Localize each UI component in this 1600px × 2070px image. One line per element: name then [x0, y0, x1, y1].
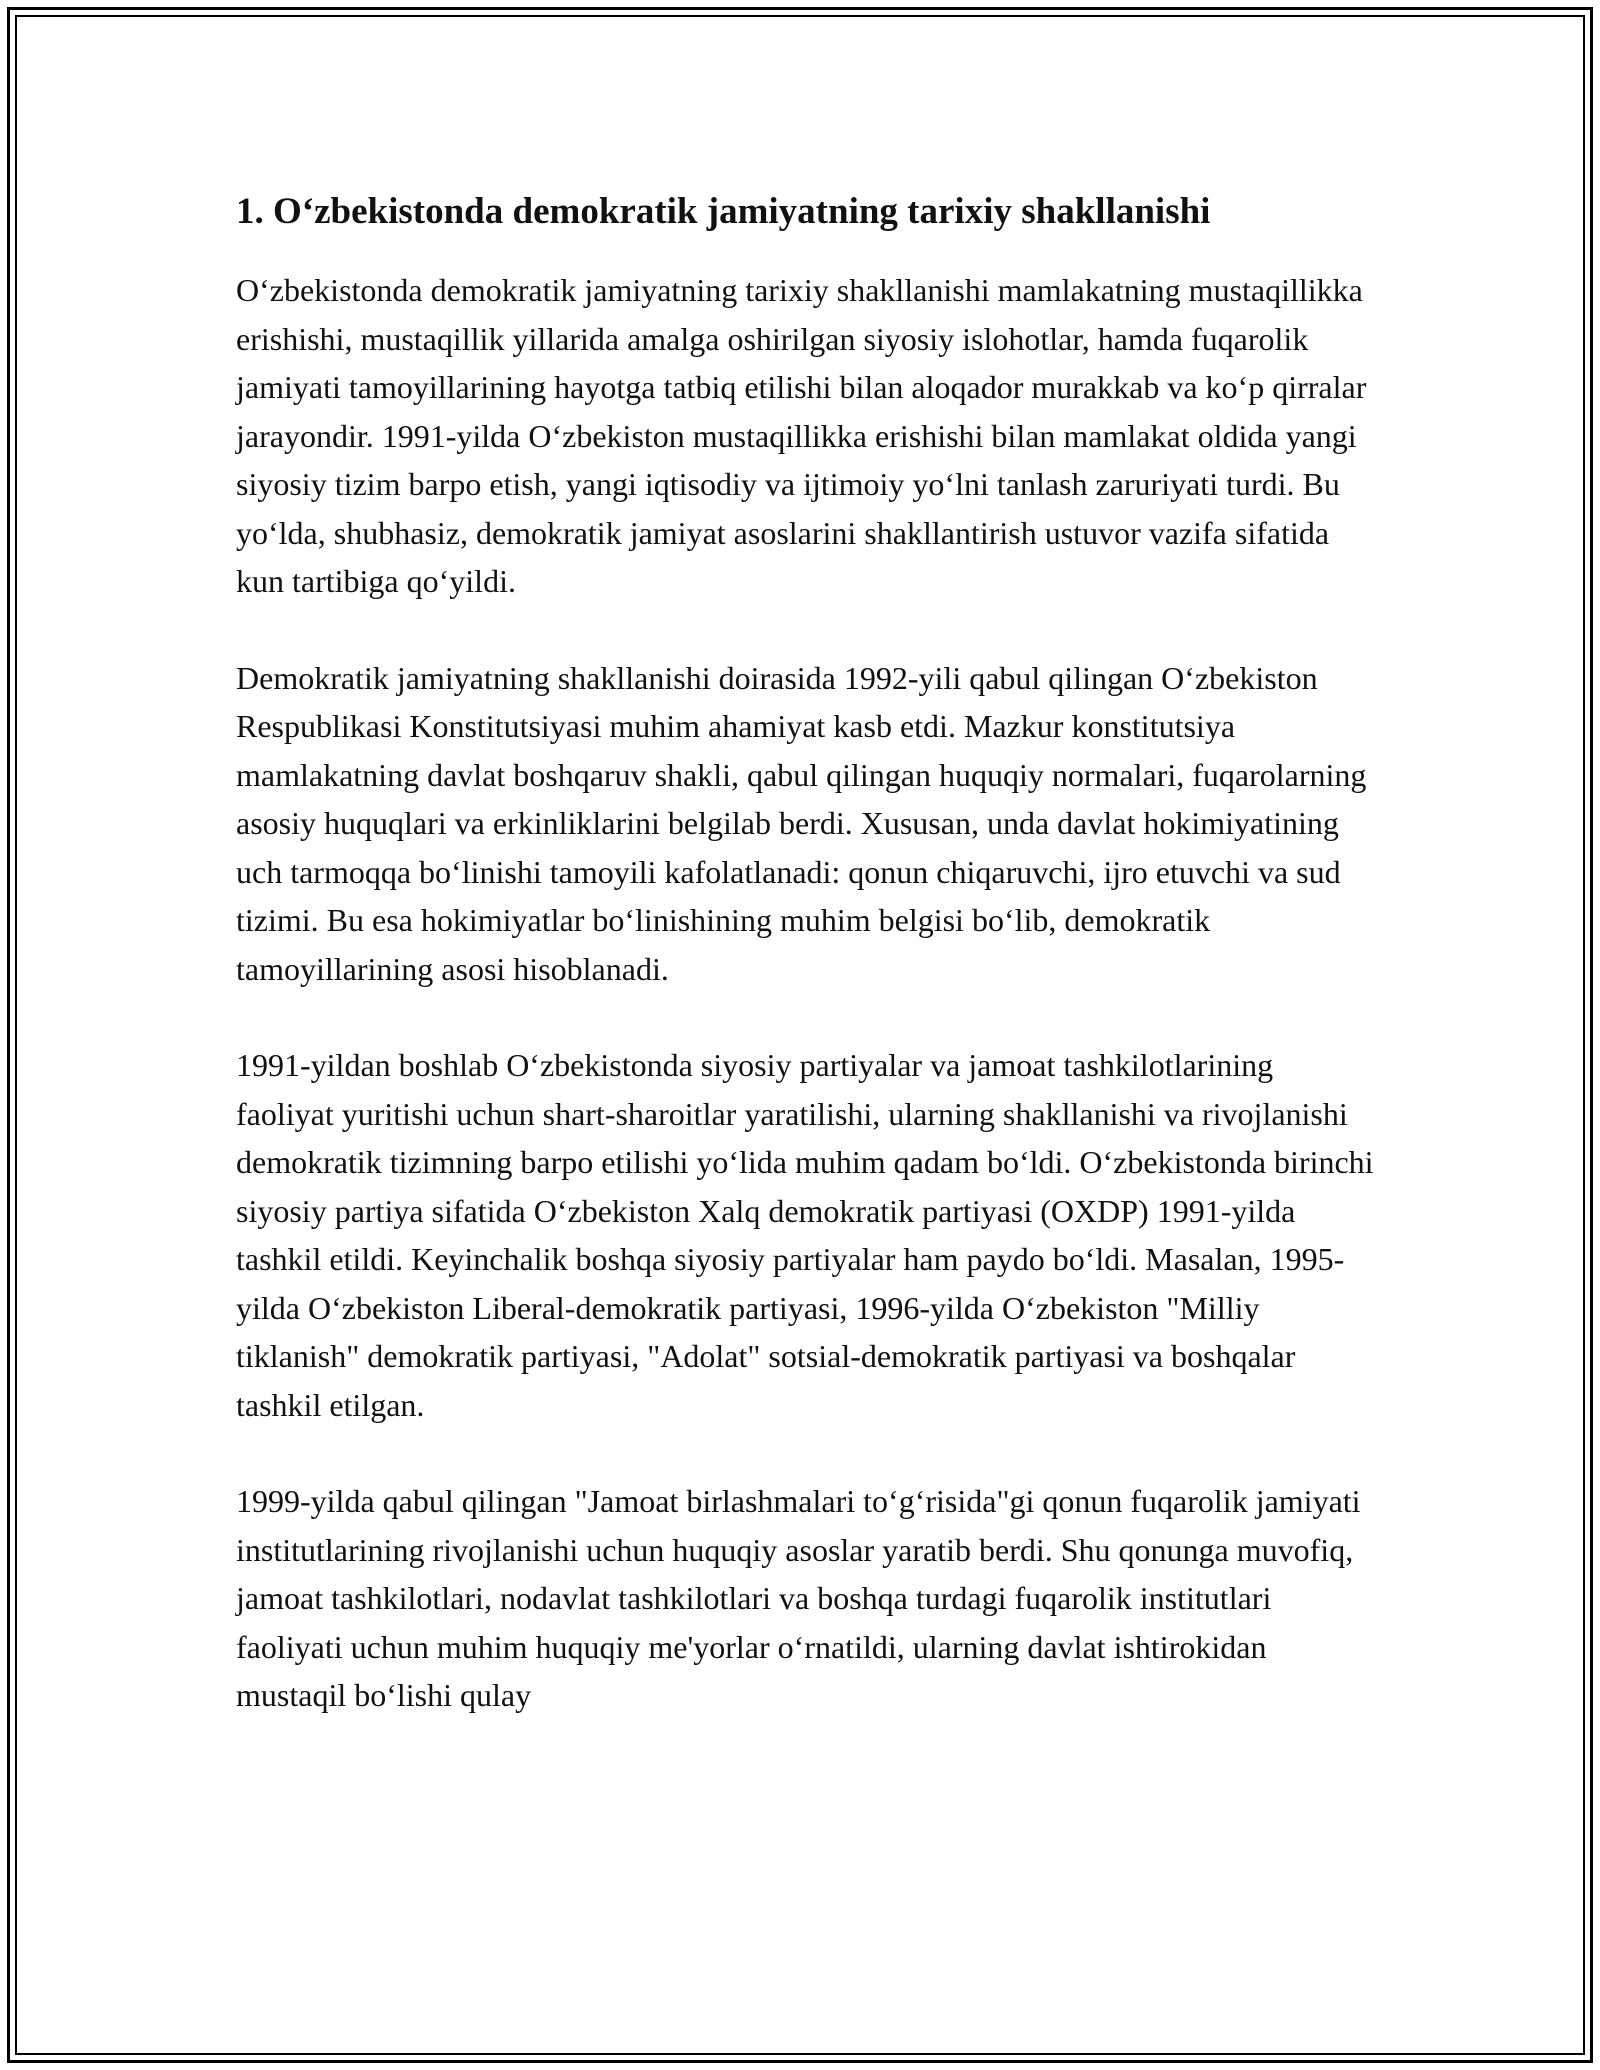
- paragraph-2: Demokratik jamiyatning shakllanishi doirasida 1992-yili qabul qilingan O‘zbekiston Respublikasi Konstitutsiyasi muhim ahamiyat kasb etdi. Mazkur konstitutsiya mamlakatning davlat boshqaruv shakli, qabul qilingan huquqiy normalari, fuqarolarning asosiy huquqlari va erkinliklarini belgilab berdi. Xususan, unda davlat hokimiyatining uch tarmoqqa bo‘linishi tamoyili kafolatlanadi: qonun chiqaruvchi, ijro etuvchi va sud tizimi. Bu esa hokimiyatlar bo‘linishining muhim belgisi bo‘lib, demokratik tamoyillarining asosi hisoblanadi.: [236, 659, 1367, 987]
- paragraph-4: 1999-yilda qabul qilingan "Jamoat birlashmalari to‘g‘risida"gi qonun fuqarolik jamiyati institutlarining rivojlanishi uchun huquqiy asoslar yaratib berdi. Shu qonunga muvofiq, jamoat tashkilotlari, nodavlat tashkilotlari va boshqa turdagi fuqarolik institutlari faoliyati uchun muhim huquqiy me'yorlar o‘rnatildi, ularning davlat ishtirokidan mustaqil bo‘lishi qulay: [236, 1483, 1361, 1713]
- document-body: [236, 186, 1376, 1768]
- paragraph-1: O‘zbekistonda demokratik jamiyatning tarixiy shakllanishi mamlakatning mustaqillikka erishishi, mustaqillik yillarida amalga oshirilgan siyosiy islohotlar, hamda fuqarolik jamiyati tamoyillarining hayotga tatbiq etilishi bilan aloqador murakkab va ko‘p qirralar jarayondir. 1991-yilda O‘zbekiston mustaqillikka erishishi bilan mamlakat oldida yangi siyosiy tizim barpo etish, yangi iqtisodiy va ijtimoiy yo‘lni tanlash zaruriyati turdi. Bu yo‘lda, shubhasiz, demokratik jamiyat asoslarini shakllantirish ustuvor vazifa sifatida kun tartibiga qo‘yildi.: [236, 272, 1367, 599]
- section-heading: 1. O‘zbekistonda demokratik jamiyatning tarixiy shakllanishi: [236, 191, 1211, 232]
- paragraph-3: 1991-yildan boshlab O‘zbekistonda siyosiy partiyalar va jamoat tashkilotlarining faoliyat yuritishi uchun shart-sharoitlar yaratilishi, ularning shakllanishi va rivojlanishi demokratik tizimning barpo etilishi yo‘lida muhim qadam bo‘ldi. O‘zbekistonda birinchi siyosiy partiya sifatida O‘zbekiston Xalq demokratik partiyasi (OXDP) 1991-yilda tashkil etildi. Keyinchalik boshqa siyosiy partiyalar ham paydo bo‘ldi. Masalan, 1995-yilda O‘zbekiston Liberal-demokratik partiyasi, 1996-yilda O‘zbekiston "Milliy tiklanish" demokratik partiyasi, "Adolat" sotsial-demokratik partiyasi va boshqalar tashkil etilgan.: [236, 1047, 1374, 1423]
